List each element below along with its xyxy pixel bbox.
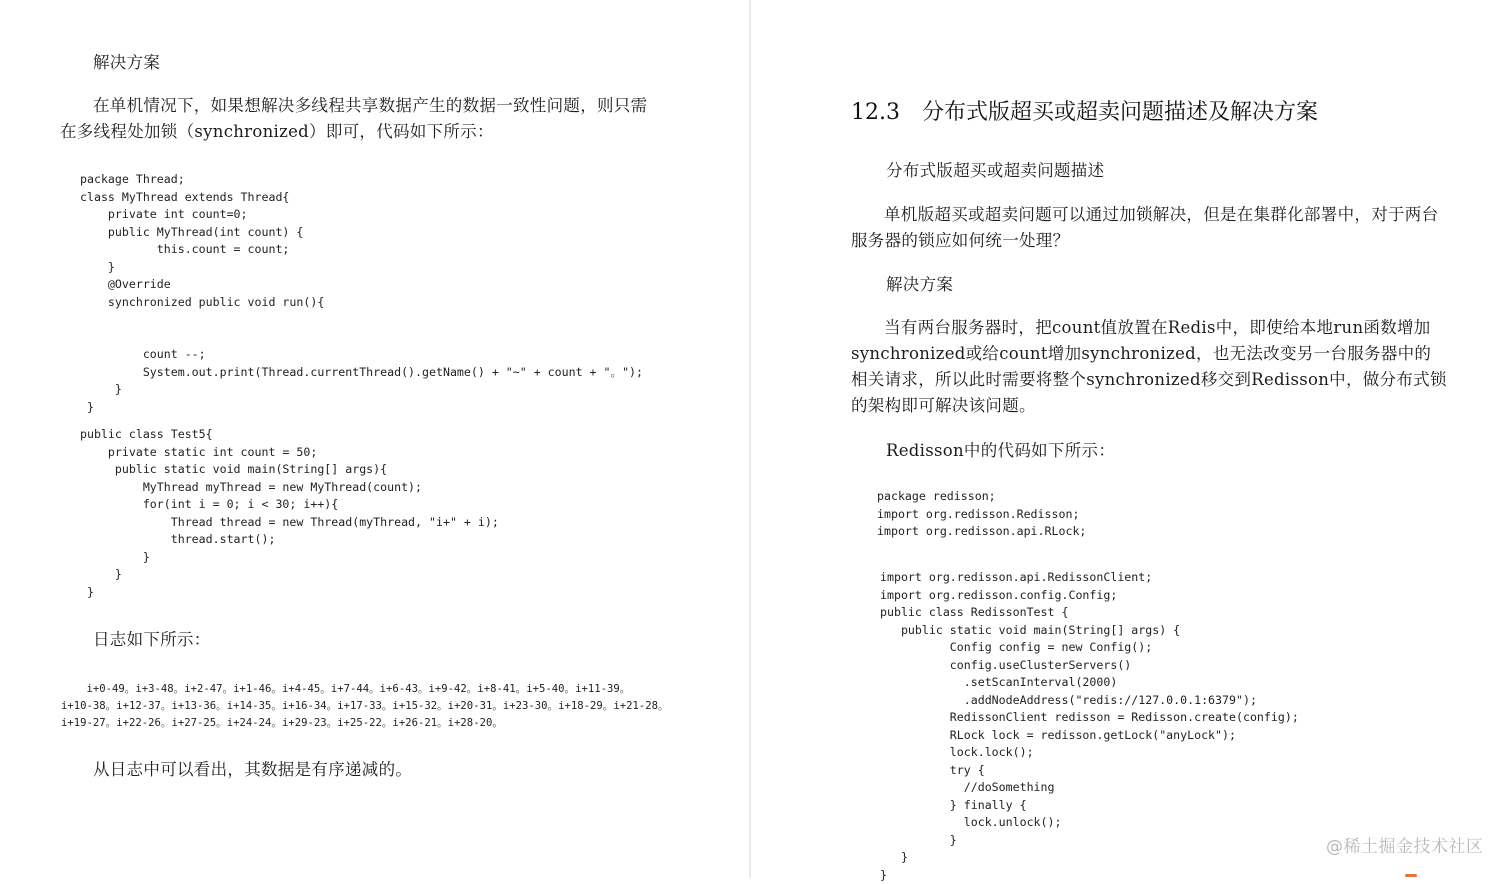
code-block-test5: public class Test5{ private static int count = 50; public static void main(String[] args){ MyThread myThread = new MyThread(count); for(int i = 0; i < 30; i++){ Thread thread = new Thread(myThread, "i+" + i); thread.start(); } } } [80,427,499,599]
solution-heading: 解决方案 [93,53,161,72]
problem-heading: 分布式版超买或超卖问题描述 [886,161,1105,180]
code-block-redisson-test: import org.redisson.api.RedissonClient; import org.redisson.config.Config; public class RedissonTest { public static void main(String[] args) { Config config = new Config(); config.useClusterServers() .setScanInterval(2000) .addNodeAddress("redis://127.0.0.1:6379"); RedissonClient redisson = Redisson.create(config); RLock lock = redisson.getLock("anyLock"); lock.lock(); try { //doSomething } finally { lock.unlock(); } } } [880,570,1299,882]
solution-paragraph: 当有两台服务器时，把count值放置在Redis中，即使给本地run函数增加synchronized或给count增加synchronized，也无法改变另一台服务器中的相关请求，所以此时需要将整个synchronized移交到Redisson中，做分布式锁的架构即可解决该问题。 [851,318,1447,415]
log-output: i+0-49。i+3-48。i+2-47。i+1-46。i+4-45。i+7-44。i+6-43。i+9-42。i+8-41。i+5-40。i+11-39。 i+10-38。i+12-37。i+13-36。i+14-35。i+16-34。i+17-33。i+15-32。i+20-31。i+23-30。i+18-29。i+21-28。 i+19-27。i+22-26。i+27-25。i+24-24。i+29-23。i+25-22。i+26-21。i+28-20。 [61,683,669,729]
section-heading [851,98,1318,128]
log-heading: 日志如下所示： [93,630,211,649]
code-intro: Redisson中的代码如下所示： [886,441,1116,460]
problem-paragraph: 单机版超买或超卖问题可以通过加锁解决，但是在集群化部署中，对于两台服务器的锁应如何统一处理？ [851,205,1439,250]
conclusion-text: 从日志中可以看出，其数据是有序递减的。 [93,760,413,779]
solution-heading-right: 解决方案 [886,275,954,294]
right-page [751,0,1512,882]
code-block-imports: package redisson; import org.redisson.Redisson; import org.redisson.api.RLock; [877,489,1087,538]
section-number: 12.3 [851,100,900,125]
intro-paragraph: 在单机情况下，如果想解决多线程共享数据产生的数据一致性问题，则只需在多线程处加锁（synchronized）即可，代码如下所示： [60,96,648,141]
code-block-mythread: package Thread; class MyThread extends Thread{ private int count=0; public MyThread(int count) { this.count = count; } @Override synchronized public void run(){ count --; System.out.print(Thread.currentThread().getName() + "~" + count + "。"); } } [80,172,644,414]
section-title: 分布式版超买或超卖问题描述及解决方案 [921,100,1318,125]
left-page [0,0,749,878]
watermark: @稀土掘金技术社区 [1326,837,1484,857]
accent-mark [1405,874,1417,877]
